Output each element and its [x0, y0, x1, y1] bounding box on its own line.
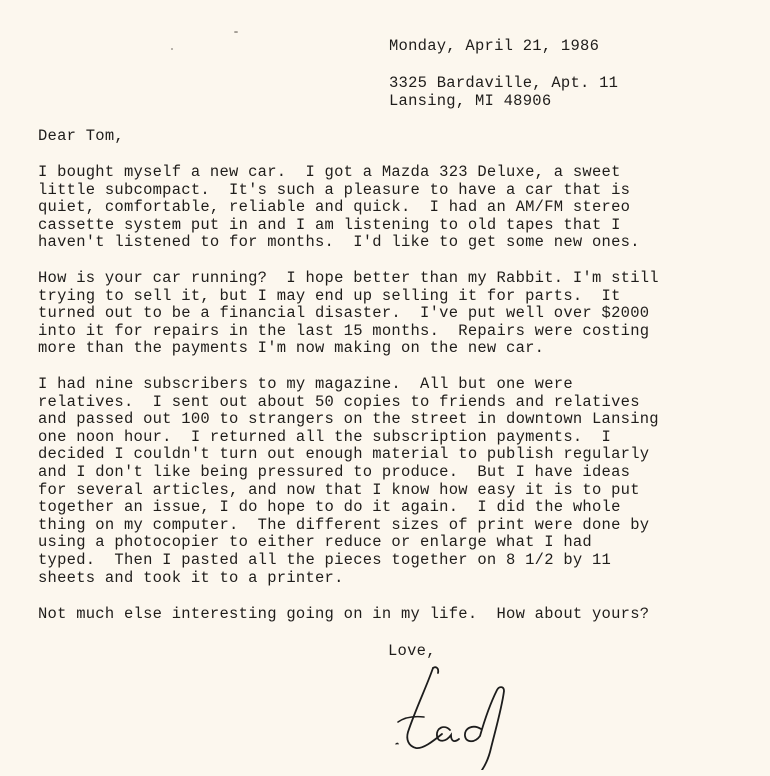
paragraph-line: into it for repairs in the last 15 months. Repairs were costing [38, 321, 650, 340]
paragraph-line: turned out to be a financial disaster. I've put well over $2000 [38, 304, 650, 323]
paper-speck [171, 48, 173, 50]
paragraph-line: Not much else interesting going on in my life. How about yours? [38, 605, 650, 623]
paper-speck [234, 31, 238, 33]
paragraph-2 [38, 270, 758, 358]
paragraph-line: I bought myself a new car. I got a Mazda 323 Deluxe, a sweet [38, 163, 621, 181]
paragraph-line: and I don't like being pressured to produce. But I have ideas [38, 462, 631, 481]
paragraph-line: decided I couldn't turn out enough material to publish regularly [38, 445, 650, 464]
paragraph-line: together an issue, I do hope to do it again. I did the whole [38, 498, 621, 517]
paragraph-line: sheets and took it to a printer. [38, 568, 344, 587]
paragraph-line: one noon hour. I returned all the subscription payments. I [38, 427, 612, 446]
paragraph-line: haven't listened to for months. I'd like to get some new ones. [38, 233, 640, 252]
paragraph-line: I had nine subscribers to my magazine. All but one were [38, 375, 573, 393]
paragraph-line: for several articles, and now that I know how easy it is to put [38, 480, 640, 499]
paragraph-line: trying to sell it, but I may end up selling it for parts. It [38, 286, 621, 305]
paragraph-line: cassette system put in and I am listening to old tapes that I [38, 215, 621, 234]
paragraph-line: little subcompact. It's such a pleasure to have a car that is [38, 180, 631, 199]
paragraph-1 [38, 164, 758, 252]
handwritten-signature [388, 660, 528, 770]
paragraph-line: quiet, comfortable, reliable and quick. I had an AM/FM stereo [38, 198, 631, 217]
paragraph-line: typed. Then I pasted all the pieces together on 8 1/2 by 11 [38, 550, 612, 569]
paragraph-line: more than the payments I'm now making on the new car. [38, 339, 545, 358]
paragraph-line: How is your car running? I hope better than my Rabbit. I'm still [38, 269, 659, 287]
paragraph-line: using a photocopier to either reduce or enlarge what I had [38, 533, 592, 552]
closing: Love, [388, 642, 436, 660]
address-line-1: 3325 Bardaville, Apt. 11 [389, 74, 619, 92]
letter-date: Monday, April 21, 1986 [389, 37, 600, 55]
address-line-2: Lansing, MI 48906 [389, 92, 552, 110]
paragraph-4 [38, 606, 758, 624]
paragraph-line: relatives. I sent out about 50 copies to friends and relatives [38, 392, 640, 411]
paragraph-3 [38, 376, 758, 587]
salutation: Dear Tom, [38, 127, 124, 145]
paragraph-line: thing on my computer. The different sizes of print were done by [38, 515, 650, 534]
paragraph-line: and passed out 100 to strangers on the street in downtown Lansing [38, 410, 659, 429]
